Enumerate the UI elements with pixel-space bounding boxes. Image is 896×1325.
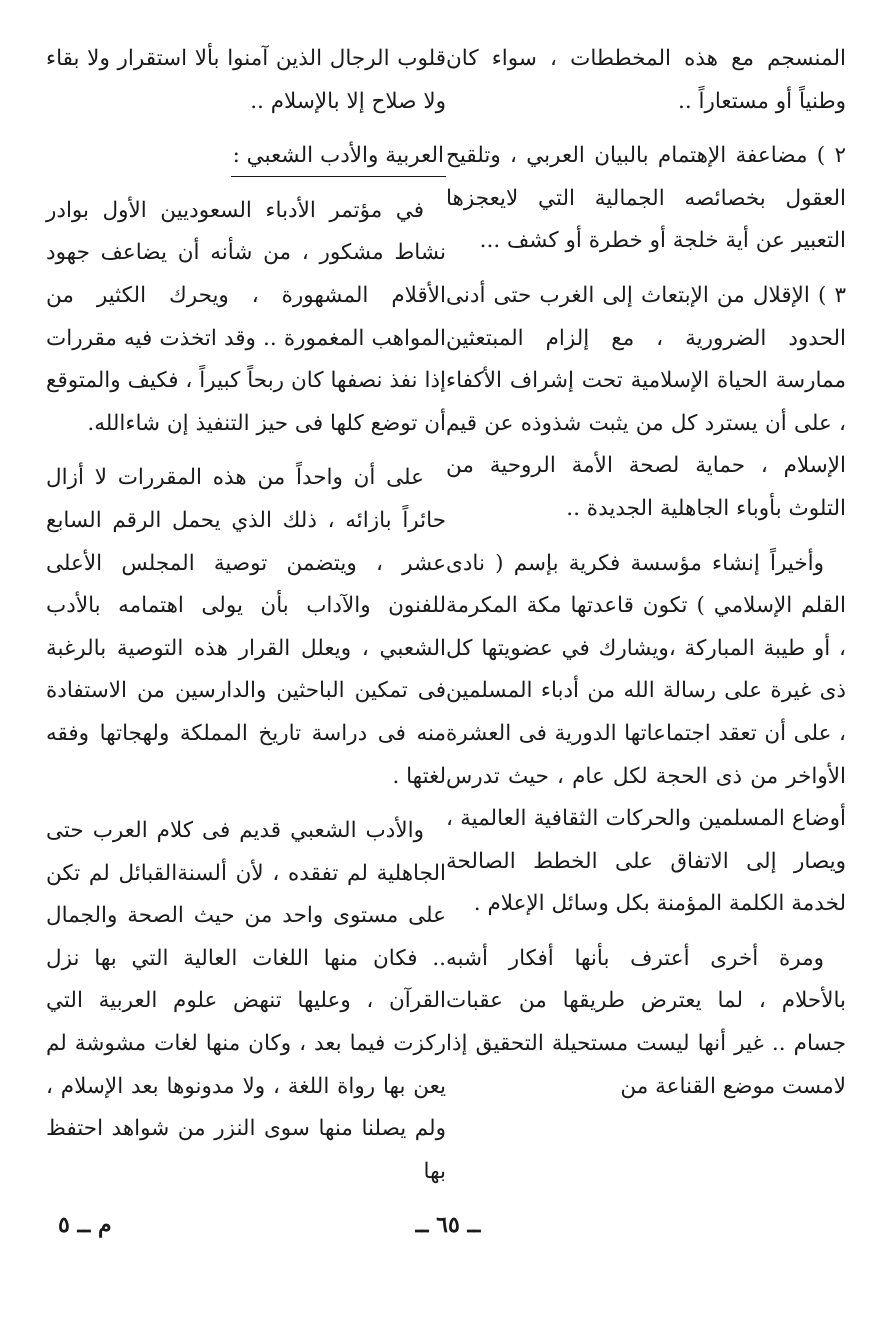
signature-mark: م ــ ٥ <box>58 1212 112 1238</box>
left_column-paragraph: والأدب الشعبي قديم فى كلام العرب حتى الجاهلية لم تفقده ، لأن ألسنةالقبائل لم تكن على مستوى واحد من حيث الصحة والجمال .. فكان منها اللغات العالية التي بها نزل القرآن ، وعليها تنهض علوم العربية التي ركزت فيما بعد ، وكان منها لغات مشوشة لم يعن بها رواة اللغة ، ولا مدونوها بعد الإسلام ، ولم يصلنا منها سوى النزر من شواهد احتفظ بها <box>46 818 446 1184</box>
left_column-paragraph: على أن واحداً من هذه المقررات لا أزال حائراً بازائه ، ذلك الذي يحمل الرقم السابع عشر ، ويتضمن توصية المجلس الأعلى للفنون والآداب بأن يولى اهتمامه بالأدب الشعبي ، ويعلل القرار هذه التوصية بالرغبة فى تمكين الباحثين والدارسين من الاستفادة منه فى دراسة تاريخ المملكة ولهجاتها وفقه لغتها . <box>46 465 446 789</box>
right_column-paragraph: ٣ ) الإقلال من الإبتعاث إلى الغرب حتى أدنى الحدود الضرورية ، مع إلزام المبتعثين ممارسة الحياة الإسلامية تحت إشراف الأكفاء ، على أن يسترد كل من يثبت شذوذه عن قيم الإسلام ، حماية لصحة الأمة الروحية من التلوث بأوباء الجاهلية الجديدة .. <box>446 282 846 521</box>
page-footer <box>0 1212 896 1252</box>
left-paragraphs <box>46 190 446 1194</box>
left-intro-paragraph: قلوب الرجال الذين آمنوا بألا استقرار ولا بقاء ولا صلاح إلا بالإسلام .. <box>46 46 446 114</box>
section-heading <box>46 135 446 178</box>
section-heading-text: العربية والأدب الشعبي : <box>231 136 446 177</box>
left_column-paragraph: في مؤتمر الأدباء السعوديين الأول بوادر نشاط مشكور ، من شأنه أن يضاعف جهود الأقلام المشهورة ، ويحرك الكثير من المواهب المغمورة .. وقد اتخذت فيه مقررات إذا نفذ نصفها كان ربحاً كبيراً ، فكيف والمتوقع أن توضع كلها فى حيز التنفيذ إن شاءالله. <box>46 197 446 436</box>
right_column-paragraph: ٢ ) مضاعفة الإهتمام بالبيان العربي ، وتلقيح العقول بخصائصه الجمالية التي لايعجزها التعبير عن أية خلجة أو خطرة أو كشف ... <box>446 143 846 254</box>
right_column-paragraph: المنسجم مع هذه المخططات ، سواء كان وطنياً أو مستعاراً .. <box>446 46 846 114</box>
right-column <box>446 38 846 1120</box>
left-column <box>46 38 446 1205</box>
page-number: ــ ٦٥ ــ <box>415 1212 481 1238</box>
right_column-paragraph: وأخيراً إنشاء مؤسسة فكرية بإسم ( نادى القلم الإسلامي ) تكون قاعدتها مكة المكرمة ، أو طيبة المباركة ،ويشارك في عضويتها كل ذى غيرة على رسالة الله من أدباء المسلمين ، على أن تعقد اجتماعاتها الدورية فى العشرة الأواخر من ذى الحجة لكل عام ، حيث تدرس أوضاع المسلمين والحركات الثقافية العالمية ، ويصار إلى الاتفاق على الخطط الصالحة لخدمة الكلمة المؤمنة بكل وسائل الإعلام . <box>446 550 846 917</box>
right_column-paragraph: ومرة أخرى أعترف بأنها أفكار أشبه بالأحلام ، لما يعترض طريقها من عقبات جسام .. غير أنها ليست مستحيلة التحقيق إذا لامست موضع القناعة من <box>446 945 846 1099</box>
